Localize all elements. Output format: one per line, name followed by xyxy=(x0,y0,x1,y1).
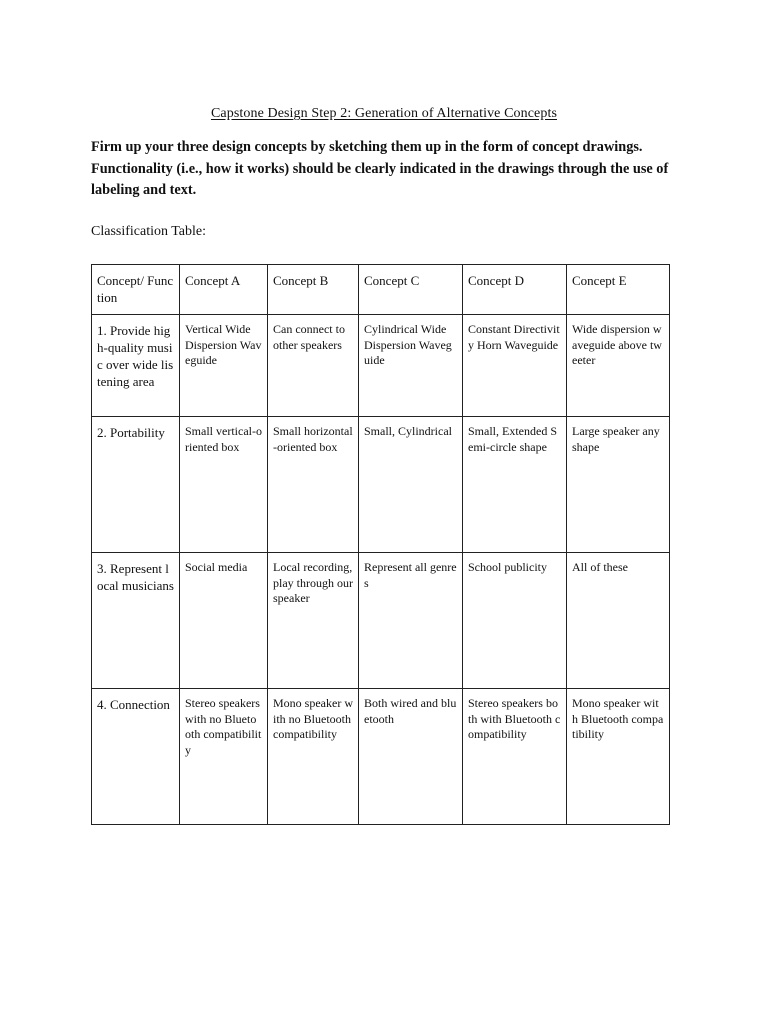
function-cell: 1. Provide high-quality music over wide listening area xyxy=(92,315,180,417)
header-cell-concept-b: Concept B xyxy=(268,265,359,315)
page-title: Capstone Design Step 2: Generation of Alternative Concepts xyxy=(210,106,557,121)
table-row xyxy=(92,553,670,689)
table-cell: Large speaker any shape xyxy=(567,417,670,553)
table-cell: Vertical Wide Dispersion Waveguide xyxy=(180,315,268,417)
table-cell: Local recording, play through our speaker xyxy=(268,553,359,689)
classification-table xyxy=(91,264,670,825)
table-cell: Stereo speakers with no Bluetooth compatibility xyxy=(180,689,268,825)
table-caption: Classification Table: xyxy=(91,224,207,239)
header-cell-concept-a: Concept A xyxy=(180,265,268,315)
table-row xyxy=(92,689,670,825)
table-cell: Small, Extended Semi-circle shape xyxy=(463,417,567,553)
table-cell: Cylindrical Wide Dispersion Waveguide xyxy=(359,315,463,417)
header-cell-function: Concept/ Function xyxy=(92,265,180,315)
function-cell: 4. Connection xyxy=(92,689,180,825)
function-cell: 3. Represent local musicians xyxy=(92,553,180,689)
table-cell: Social media xyxy=(180,553,268,689)
table-cell: Small, Cylindrical xyxy=(359,417,463,553)
table-cell: Both wired and bluetooth xyxy=(359,689,463,825)
table-header-row xyxy=(92,265,670,315)
function-cell: 2. Portability xyxy=(92,417,180,553)
table-cell: Constant Directivity Horn Waveguide xyxy=(463,315,567,417)
table-cell: Stereo speakers both with Bluetooth compatibility xyxy=(463,689,567,825)
table-row xyxy=(92,417,670,553)
table-cell: Can connect to other speakers xyxy=(268,315,359,417)
table-cell: School publicity xyxy=(463,553,567,689)
header-cell-concept-e: Concept E xyxy=(567,265,670,315)
instructions-paragraph: Firm up your three design concepts by sketching them up in the form of concept drawings. Functionality (i.e., how it works) should be clearly indicated in the drawings through the use of labeling and text. xyxy=(91,139,669,198)
header-cell-concept-d: Concept D xyxy=(463,265,567,315)
table-cell: Wide dispersion waveguide above tweeter xyxy=(567,315,670,417)
table-cell: Small vertical-oriented box xyxy=(180,417,268,553)
header-cell-concept-c: Concept C xyxy=(359,265,463,315)
table-cell: Represent all genres xyxy=(359,553,463,689)
table-row xyxy=(92,315,670,417)
table-cell: Mono speaker with no Bluetooth compatibility xyxy=(268,689,359,825)
table-cell: Mono speaker with Bluetooth compatibility xyxy=(567,689,670,825)
table-cell: Small horizontal-oriented box xyxy=(268,417,359,553)
table-cell: All of these xyxy=(567,553,670,689)
